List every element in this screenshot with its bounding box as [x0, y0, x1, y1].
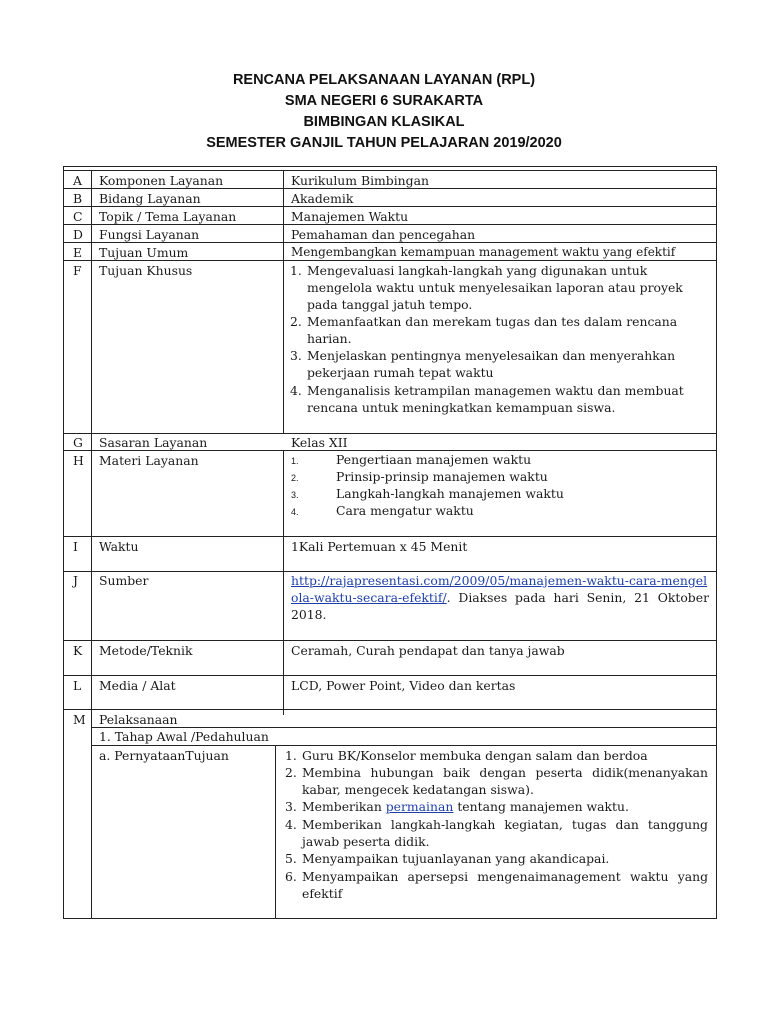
- pelaksanaan-item-3-pre: Memberikan: [302, 799, 386, 814]
- row-i-code: I: [73, 539, 78, 554]
- document-title: [0, 70, 768, 154]
- permainan-link[interactable]: permainan: [385, 799, 454, 814]
- row-f-label: Tujuan Khusus: [99, 263, 193, 278]
- row-d-code: D: [73, 227, 83, 242]
- pelaksanaan-item-6: Menyampaikan apersepsi mengenaimanagement waktu yang efektif: [302, 869, 708, 901]
- row-m-code: M: [73, 712, 86, 727]
- row-k-value: Ceramah, Curah pendapat dan tanya jawab: [291, 643, 565, 658]
- title-line-4: SEMESTER GANJIL TAHUN PELAJARAN 2019/2020: [206, 135, 562, 151]
- row-i-label: Waktu: [99, 539, 139, 554]
- row-a-code: A: [73, 173, 82, 188]
- pelaksanaan-num-5: 5.: [285, 851, 297, 866]
- title-line-2: SMA NEGERI 6 SURAKARTA: [284, 93, 484, 109]
- tujuan-khusus-item-1: Mengevaluasi langkah-langkah yang digunakan untuk mengelola waktu untuk menyelesaikan laporan atau proyek pada tanggal jatuh tempo.: [307, 263, 683, 312]
- row-d-label: Fungsi Layanan: [99, 227, 200, 242]
- pelaksanaan-item-2: Membina hubungan baik dengan peserta didik(menanyakan kabar, mengecek kedatangan siswa).: [302, 765, 708, 797]
- row-b-code: B: [73, 191, 83, 206]
- tujuan-khusus-item-4: Menganalisis ketrampilan managemen waktu dan membuat rencana untuk meningkatkan kemampuan siswa.: [307, 383, 684, 415]
- row-a-value: Kurikulum Bimbingan: [291, 173, 429, 188]
- row-line-h: [64, 536, 716, 537]
- row-c-code: C: [73, 209, 83, 224]
- row-m-label: Pelaksanaan: [99, 712, 178, 727]
- pelaksanaan-num-2: 2.: [285, 765, 297, 780]
- materi-item-4: Cara mengatur waktu: [336, 503, 474, 518]
- row-c-value: Manajemen Waktu: [291, 209, 409, 224]
- row-l-value: LCD, Power Point, Video dan kertas: [291, 678, 516, 693]
- col-divider-2: [283, 170, 284, 434]
- tujuan-khusus-item-2: Memanfaatkan dan merekam tugas dan tes dalam rencana harian.: [307, 314, 678, 346]
- row-line-l: [64, 709, 716, 710]
- pelaksanaan-num-4: 4.: [285, 817, 297, 832]
- row-k-code: K: [73, 643, 83, 658]
- pelaksanaan-num-3: 3.: [285, 799, 297, 814]
- row-e-label: Tujuan Umum: [99, 245, 189, 260]
- materi-num-1: 1.: [291, 456, 299, 466]
- pelaksanaan-item-3: [302, 798, 708, 815]
- row-b-value: Akademik: [291, 191, 354, 206]
- tujuan-khusus-num-4: 4.: [290, 383, 302, 398]
- row-b-label: Bidang Layanan: [99, 191, 201, 206]
- pelaksanaan-num-6: 6.: [285, 869, 297, 884]
- materi-item-2: Prinsip-prinsip manajemen waktu: [336, 469, 548, 484]
- row-line-m2: [91, 745, 716, 746]
- pelaksanaan-item-4: Memberikan langkah-langkah kegiatan, tugas dan tanggung jawab peserta didik.: [302, 817, 708, 849]
- row-a-label: Komponen Layanan: [99, 173, 224, 188]
- row-h-label: Materi Layanan: [99, 453, 199, 468]
- row-line-k: [64, 675, 716, 676]
- tujuan-khusus-num-1: 1.: [290, 263, 302, 278]
- pelaksanaan-item-3-post: tentang manajemen waktu.: [453, 799, 629, 814]
- tujuan-khusus-num-2: 2.: [290, 314, 302, 329]
- row-j-code: J: [73, 573, 78, 588]
- row-j-label: Sumber: [99, 573, 149, 588]
- row-l-code: L: [73, 678, 82, 693]
- row-g-code: G: [73, 435, 83, 450]
- materi-num-2: 2.: [291, 473, 299, 483]
- title-line-3: BIMBINGAN KLASIKAL: [303, 114, 465, 130]
- row-h-code: H: [73, 453, 84, 468]
- sub-stage-label: a. PernyataanTujuan: [99, 748, 229, 763]
- materi-num-3: 3.: [291, 490, 299, 500]
- table-top-border: [64, 166, 716, 171]
- pelaksanaan-item-1: Guru BK/Konselor membuka dengan salam dan berdoa: [302, 748, 648, 763]
- sumber-link[interactable]: http://rajapresentasi.com/2009/05/manajemen-waktu-cara-mengelola-waktu-secara-efektif/: [291, 573, 708, 605]
- pelaksanaan-num-1: 1.: [285, 748, 297, 763]
- title-line-1: RENCANA PELAKSANAAN LAYANAN (RPL): [232, 72, 536, 88]
- row-l-label: Media / Alat: [99, 678, 176, 693]
- row-e-code: E: [73, 245, 83, 260]
- pelaksanaan-item-5: Menyampaikan tujuanlayanan yang akandicapai.: [302, 851, 610, 866]
- materi-item-3: Langkah-langkah manajemen waktu: [336, 486, 564, 501]
- col-divider-1: [91, 170, 92, 918]
- row-line-j: [64, 640, 716, 641]
- rpl-table: [63, 166, 717, 919]
- row-g-value: Kelas XII: [291, 435, 348, 450]
- tujuan-khusus-item-3: Menjelaskan pentingnya menyelesaikan dan menyerahkan pekerjaan rumah tepat waktu: [307, 348, 676, 380]
- row-e-value: Mengembangkan kemampuan management waktu yang efektif: [291, 245, 676, 259]
- materi-num-4: 4.: [291, 507, 299, 517]
- row-j-value: [291, 572, 709, 623]
- tujuan-khusus-num-3: 3.: [290, 348, 302, 363]
- sumber-note: . Diakses pada hari Senin, 21 Oktober 2018.: [291, 590, 709, 622]
- row-i-value: 1Kali Pertemuan x 45 Menit: [291, 539, 468, 554]
- row-g-label: Sasaran Layanan: [99, 435, 208, 450]
- row-k-label: Metode/Teknik: [99, 643, 193, 658]
- col-divider-3: [275, 746, 276, 918]
- row-c-label: Topik / Tema Layanan: [99, 209, 237, 224]
- stage-label: 1. Tahap Awal /Pedahuluan: [99, 729, 269, 744]
- row-f-code: F: [73, 263, 82, 278]
- materi-item-1: Pengertiaan manajemen waktu: [336, 452, 532, 467]
- row-d-value: Pemahaman dan pencegahan: [291, 227, 476, 242]
